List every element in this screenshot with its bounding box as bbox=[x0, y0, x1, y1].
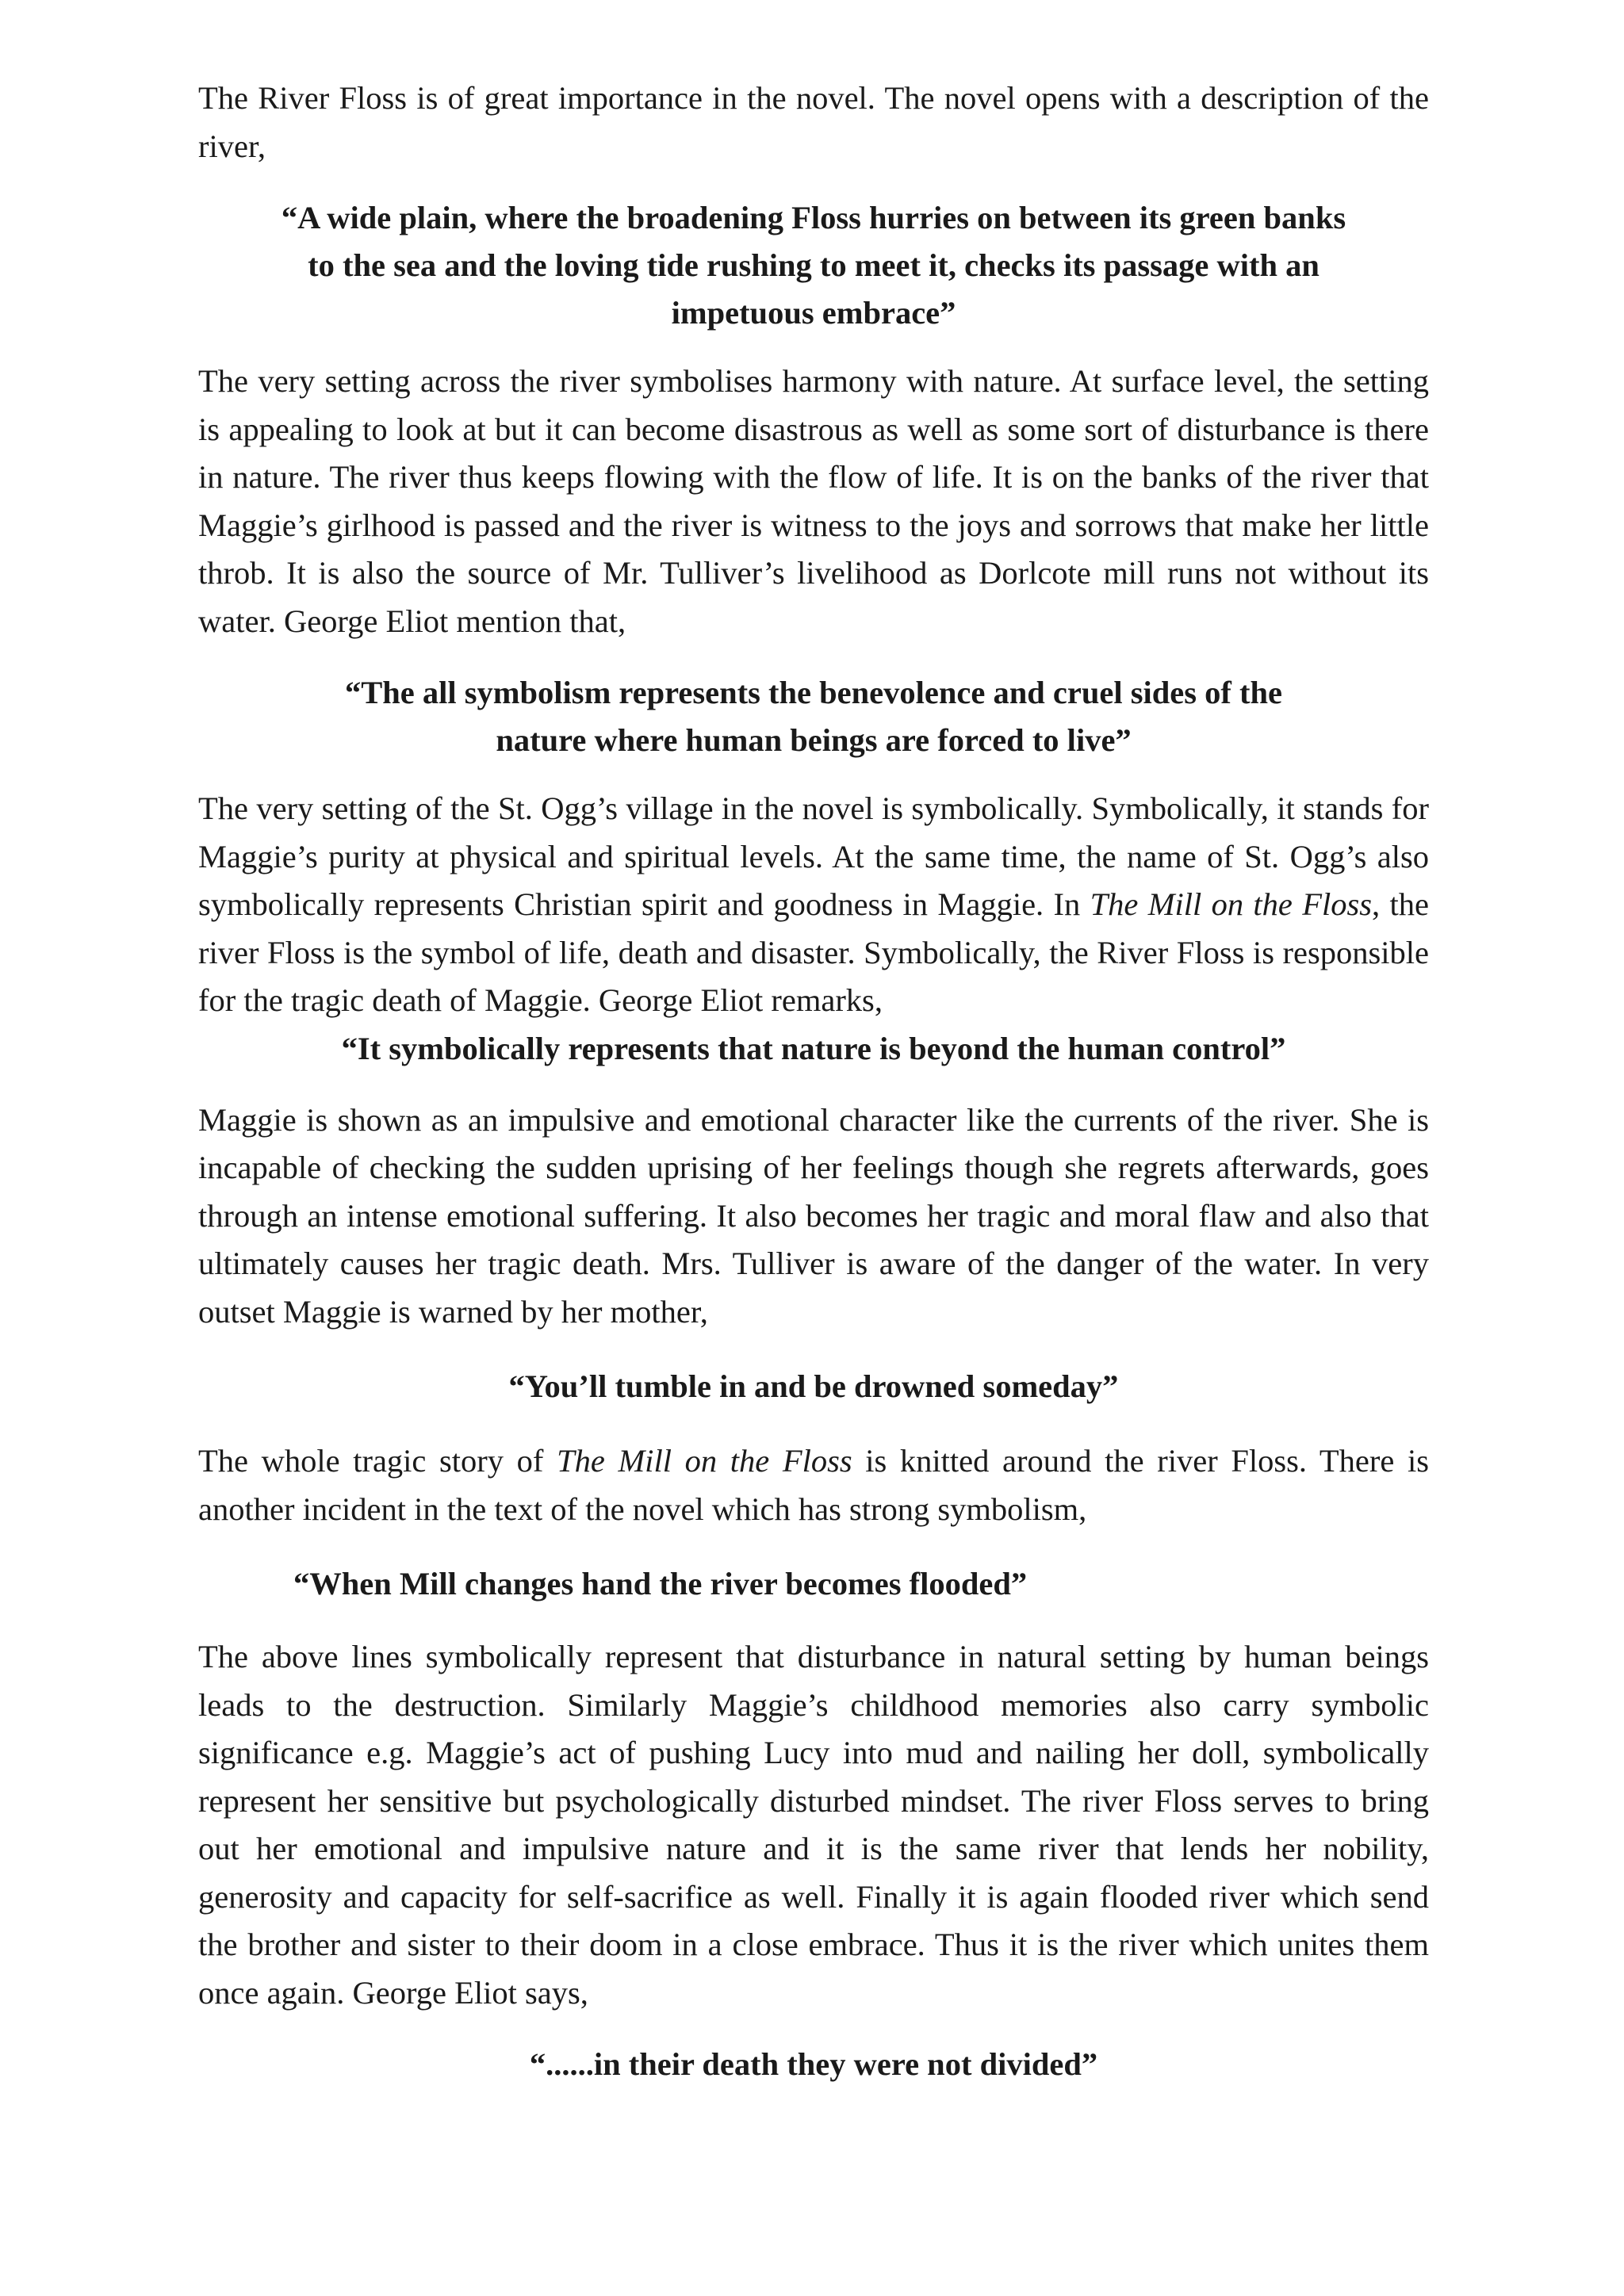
quote-symbolism: “The all symbolism represents the benevolence and cruel sides of the nature where human beings are forced to live” bbox=[345, 675, 1282, 758]
quote-not-divided: “......in their death they were not divided” bbox=[529, 2046, 1098, 2082]
paragraph-tragic-story-text-a: The whole tragic story of bbox=[198, 1443, 557, 1479]
paragraph-tragic-story-text-b: is knitted around the river Floss. There is another incident in the text of the novel which has strong symbolism, bbox=[198, 1443, 1429, 1527]
quote-tumble: “You’ll tumble in and be drowned someday” bbox=[508, 1368, 1119, 1404]
paragraph-maggie: Maggie is shown as an impulsive and emotional character like the currents of the river. She is incapable of checking the sudden uprising of her feelings though she regrets afterwards, goes through an intense emotional suffering. It also becomes her tragic and moral flaw and also that ultimately causes her tragic death. Mrs. Tulliver is aware of the danger of the water. In very outset Maggie is warned by her mother, bbox=[198, 1101, 1429, 1330]
novel-title: The Mill on the Floss bbox=[557, 1443, 852, 1479]
quote-mill-changes: “When Mill changes hand the river becomes flooded” bbox=[293, 1566, 1028, 1601]
paragraph-intro: The River Floss is of great importance in the novel. The novel opens with a description of the river, bbox=[198, 80, 1429, 164]
document-page bbox=[198, 75, 1429, 2088]
paragraph-conclusion: The above lines symbolically represent that disturbance in natural setting by human beings leads to the destruction. Similarly Maggie’s childhood memories also carry symbolic significance e.g. Maggie’s act of pushing Lucy into mud and nailing her doll, symbolically represent her sensitive but psychologically disturbed mindset. The river Floss serves to bring out her emotional and impulsive nature and it is the same river that lends her nobility, generosity and capacity for self-sacrifice as well. Finally it is again flooded river which send the brother and sister to their doom in a close embrace. Thus it is the river which unites them once again. George Eliot says, bbox=[198, 1639, 1429, 2011]
paragraph-tragic-story bbox=[198, 1437, 1429, 1533]
paragraph-st-oggs bbox=[198, 785, 1429, 1025]
quote-wide-plain: “A wide plain, where the broadening Floss hurries on between its green banks to the sea and the loving tide rushing to meet it, checks its passage with an impetuous embrace” bbox=[281, 200, 1346, 331]
paragraph-st-oggs-text-b: , the river Floss is the symbol of life, death and disaster. Symbolically, the River Floss is responsible for the tragic death of Maggie. George Eliot remarks, bbox=[198, 886, 1429, 1018]
paragraph-st-oggs-text-a: The very setting of the St. Ogg’s village in the novel is symbolically. Symbolically, it stands for Maggie’s purity at physical and spiritual levels. At the same time, the name of St. Ogg’s also symbolically represents Christian spirit and goodness in Maggie. In bbox=[198, 790, 1429, 922]
novel-title: The Mill on the Floss bbox=[1090, 886, 1373, 922]
paragraph-setting: The very setting across the river symbolises harmony with nature. At surface level, the setting is appealing to look at but it can become disastrous as well as some sort of disturbance is there in nature. The river thus keeps flowing with the flow of life. It is on the banks of the river that Maggie’s girlhood is passed and the river is witness to the joys and sorrows that make her little throb. It is also the source of Mr. Tulliver’s livelihood as Dorlcote mill runs not without its water. George Eliot mention that, bbox=[198, 363, 1429, 639]
quote-nature-control: “It symbolically represents that nature is beyond the human control” bbox=[341, 1030, 1286, 1066]
